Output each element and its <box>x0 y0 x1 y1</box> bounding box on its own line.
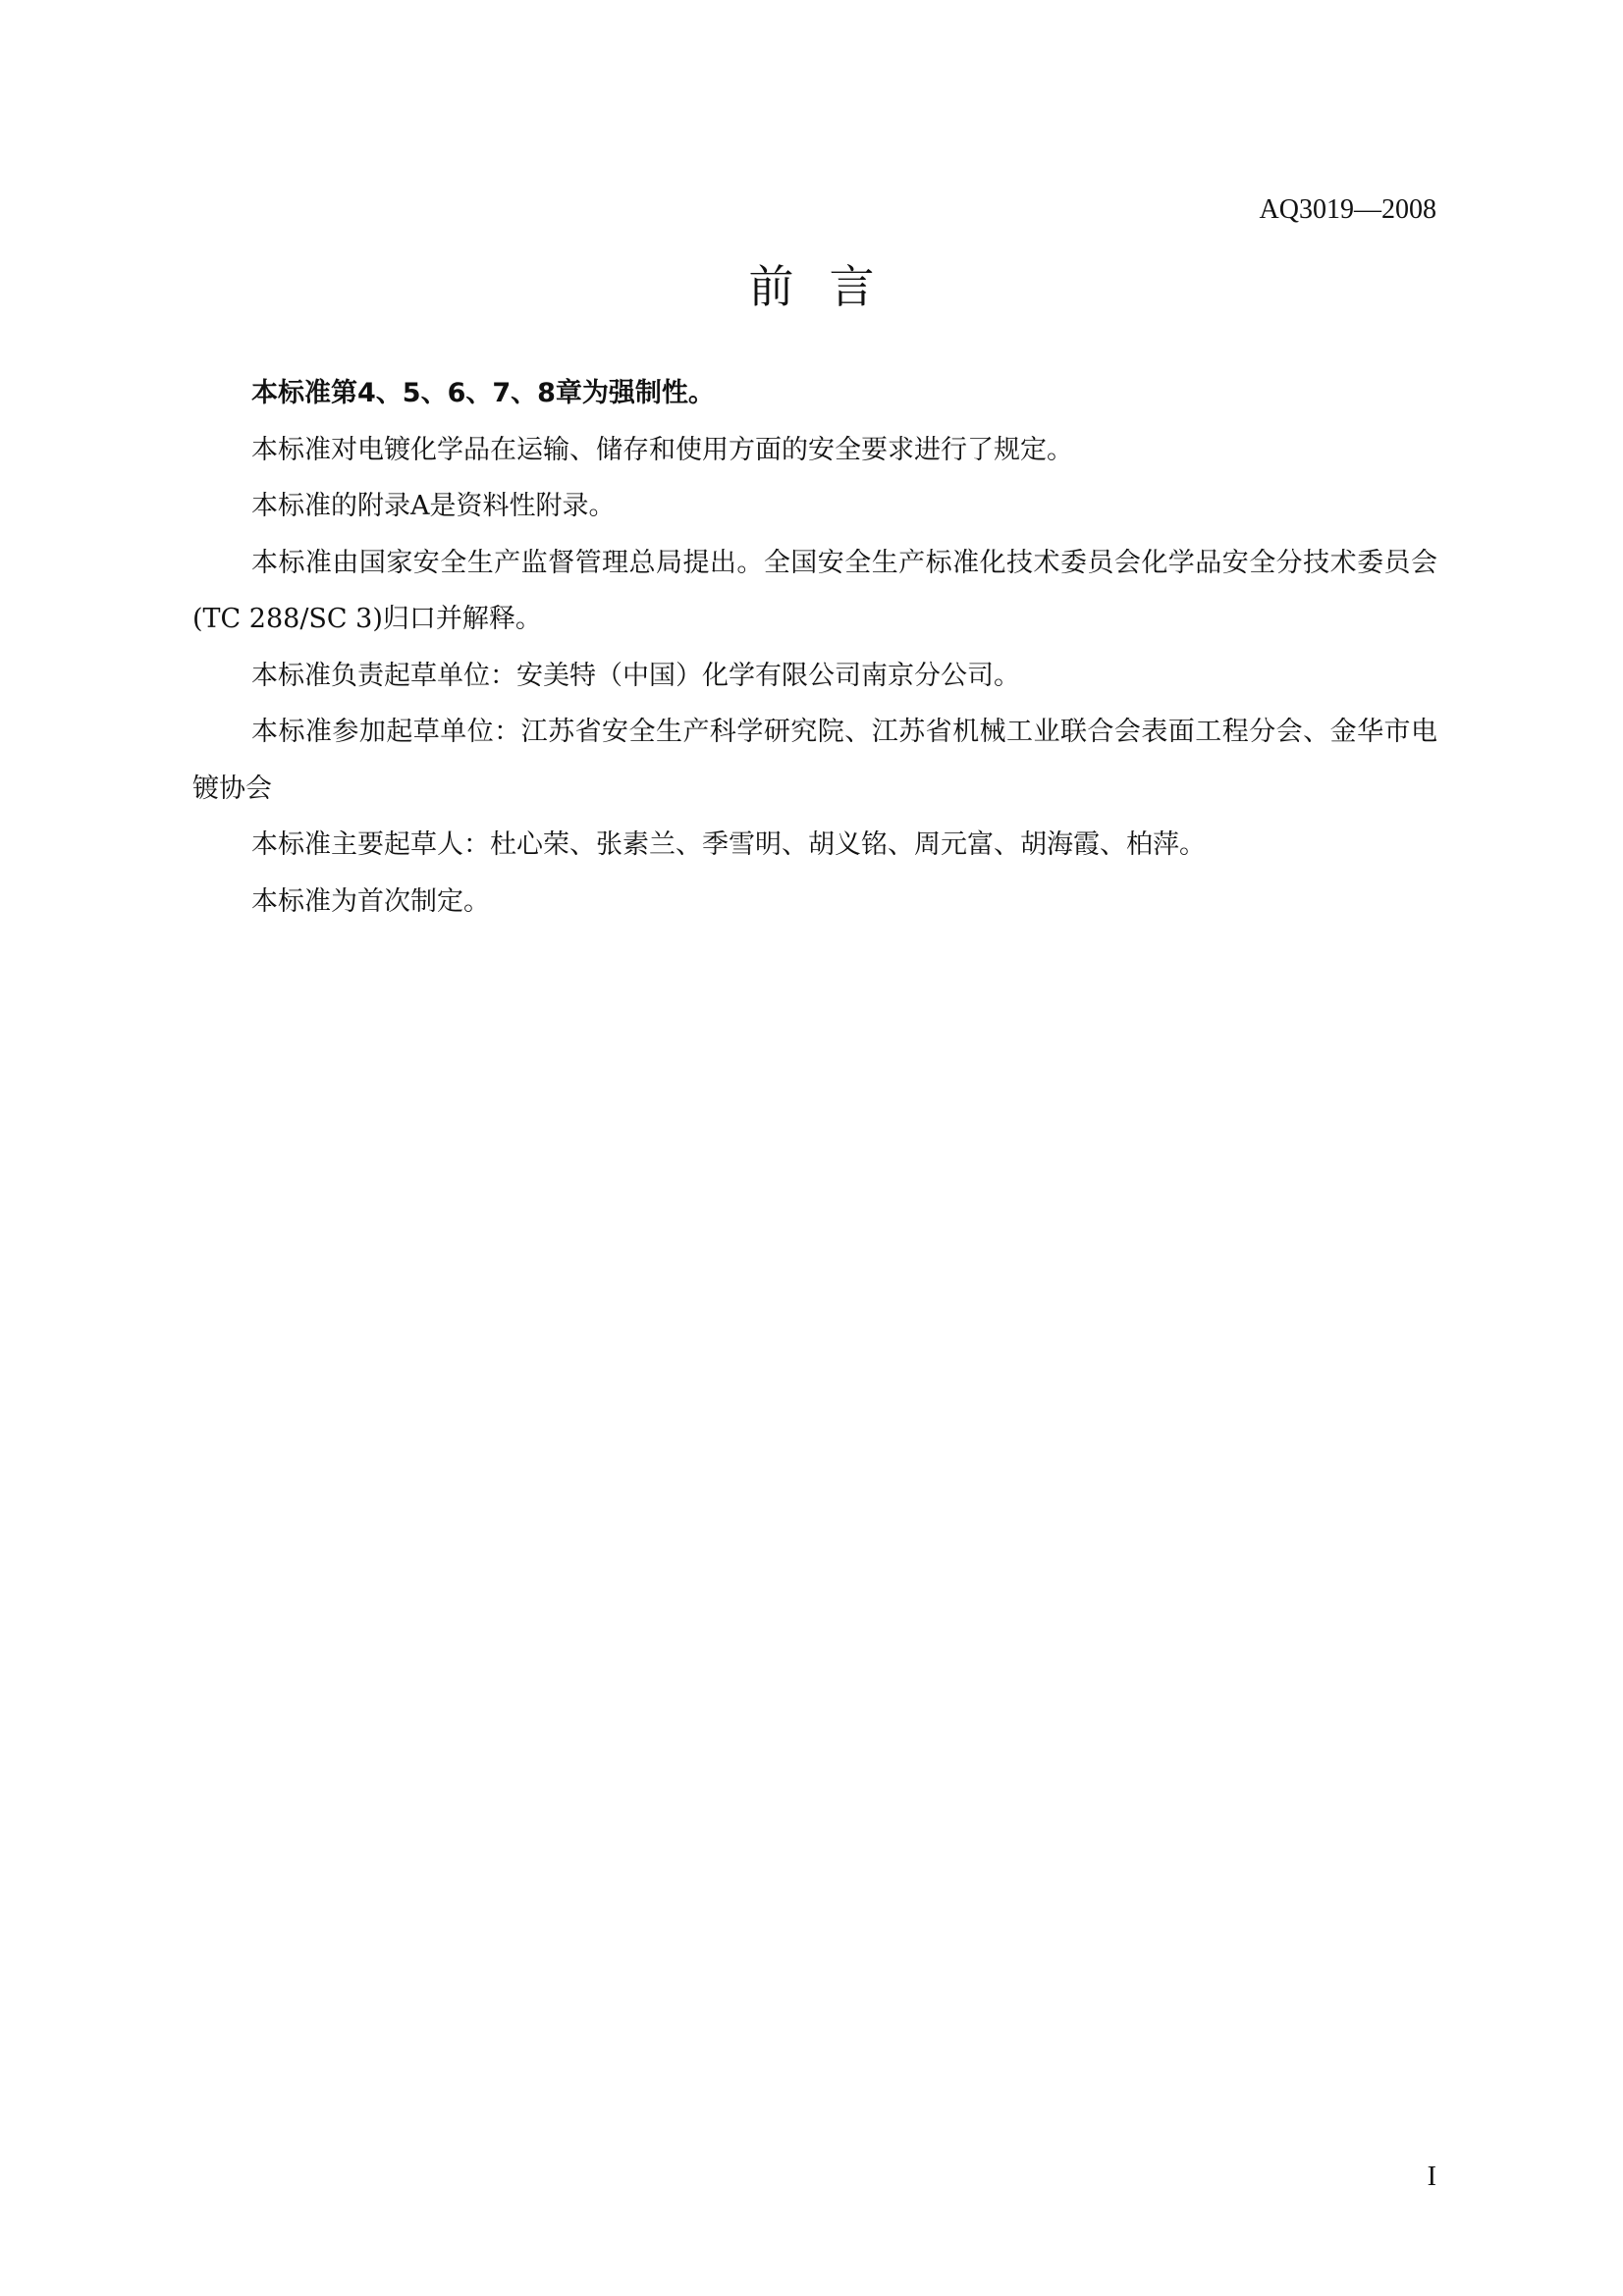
paragraph-appendix: 本标准的附录A是资料性附录。 <box>251 491 616 521</box>
paragraph-first-edition: 本标准为首次制定。 <box>251 885 490 917</box>
document-code: AQ3019—2008 <box>1259 194 1436 225</box>
foreword-body <box>192 365 1437 930</box>
page-number: I <box>1427 2162 1436 2192</box>
paragraph-mandatory-chapters: 本标准第4、5、6、7、8章为强制性。 <box>251 378 715 408</box>
paragraph-proposed-by: 本标准由国家安全生产监督管理总局提出。全国安全生产标准化技术委员会化学品安全分技术委员会(TC 288/SC 3)归口并解释。 <box>192 547 1437 634</box>
paragraph-scope: 本标准对电镀化学品在运输、储存和使用方面的安全要求进行了规定。 <box>251 434 1073 465</box>
paragraph-main-drafters: 本标准主要起草人：杜心荣、张素兰、季雪明、胡义铭、周元富、胡海霞、柏萍。 <box>251 829 1206 860</box>
paragraph-lead-drafter: 本标准负责起草单位：安美特（中国）化学有限公司南京分公司。 <box>251 660 1020 691</box>
paragraph-participating-drafters: 本标准参加起草单位：江苏省安全生产科学研究院、江苏省机械工业联合会表面工程分会、金华市电镀协会 <box>192 717 1437 804</box>
section-title-foreword: 前言 <box>748 260 910 313</box>
